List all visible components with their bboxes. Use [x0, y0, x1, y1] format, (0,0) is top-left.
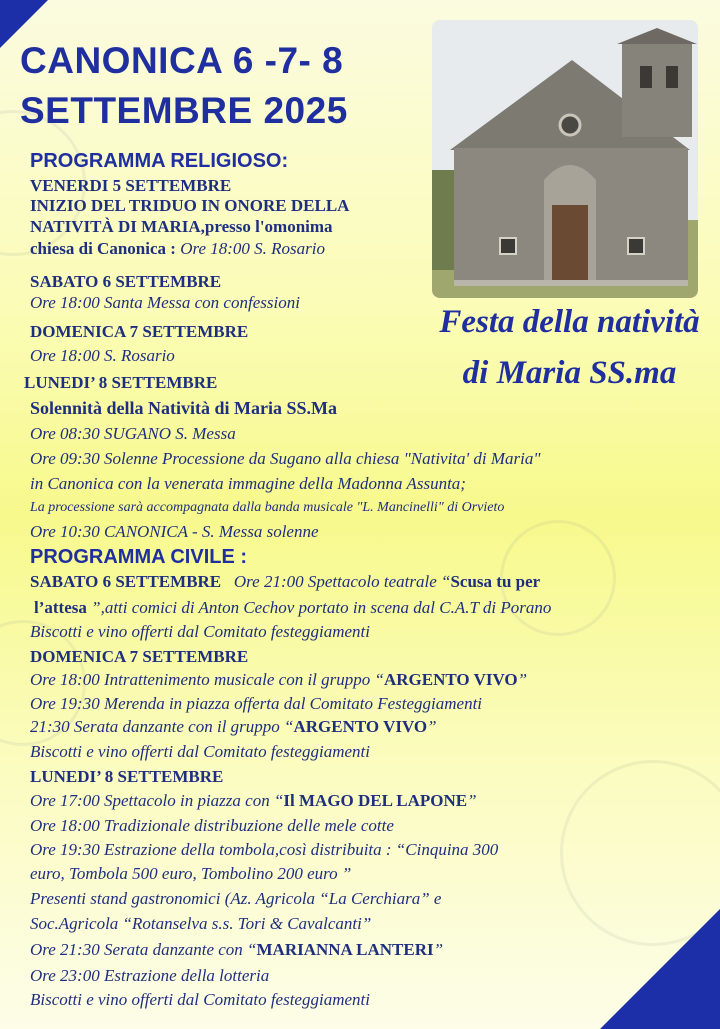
lunedi-civile-text: ” [467, 791, 477, 810]
church-photo [432, 20, 698, 298]
poster-title-line2: SETTEMBRE 2025 [20, 90, 348, 131]
corner-triangle [600, 909, 720, 1029]
domenica-civile-text: ” [427, 717, 437, 736]
lunedi-civile-line [30, 791, 477, 811]
venerdi-church: chiesa di Canonica : [30, 239, 181, 258]
sabato-religioso-line: Ore 18:00 Santa Messa con confessioni [30, 293, 300, 312]
domenica-civile-line [30, 717, 437, 737]
sabato-civile-line [30, 572, 540, 592]
domenica-civile-text: 21:30 Serata danzante con il gruppo “ [30, 717, 294, 736]
lunedi-civile-singer: MARIANNA LANTERI [256, 940, 434, 959]
lunedi-religioso-line: Ore 10:30 CANONICA - S. Messa solenne [30, 522, 319, 541]
domenica-civile-band: ARGENTO VIVO [293, 717, 428, 736]
lunedi-civile-line: euro, Tombola 500 euro, Tombolino 200 euro ” [30, 864, 352, 883]
caption-line1: Festa della natività [439, 304, 700, 340]
sabato-civile-line: Biscotti e vino offerti dal Comitato festeggiamenti [30, 622, 370, 641]
lunedi-civile-line: Soc.Agricola “Rotanselva s.s. Tori & Cavalcanti” [30, 914, 372, 933]
sabato-civile-line [34, 598, 551, 618]
sabato-religioso-title: SABATO 6 SETTEMBRE [30, 272, 222, 291]
lunedi-civile-title: LUNEDI’ 8 SETTEMBRE [30, 767, 224, 786]
domenica-civile-line: Ore 19:30 Merenda in piazza offerta dal Comitato Festeggiamenti [30, 694, 483, 713]
venerdi-text: INIZIO DEL TRIDUO IN ONORE DELLA [30, 196, 350, 215]
lunedi-religioso-line: Ore 09:30 Solenne Processione da Sugano alla chiesa "Nativita' di Maria" [30, 449, 541, 468]
lunedi-civile-line: Presenti stand gastronomici (Az. Agricola “La Cerchiara” e [30, 889, 442, 908]
domenica-civile-band: ARGENTO VIVO [383, 670, 518, 689]
church-icon [432, 20, 698, 298]
domenica-religioso-title: DOMENICA 7 SETTEMBRE [30, 322, 249, 341]
domenica-civile-title: DOMENICA 7 SETTEMBRE [30, 647, 249, 666]
lunedi-civile-text: Ore 21:30 Serata danzante con “ [30, 940, 257, 959]
domenica-civile-line [30, 670, 527, 690]
lunedi-religioso-line: La processione sarà accompagnata dalla banda musicale "L. Mancinelli" di Orvieto [30, 500, 505, 515]
civile-heading: PROGRAMMA CIVILE : [30, 546, 248, 568]
sabato-civile-show: Scusa tu per [450, 572, 541, 591]
sabato-civile-text: Ore 21:00 Spettacolo teatrale “ [233, 572, 451, 591]
domenica-religioso-line: Ore 18:00 S. Rosario [30, 346, 175, 365]
lunedi-civile-text: ” [433, 940, 444, 959]
lunedi-civile-line: Ore 19:30 Estrazione della tombola,così distribuita : “Cinquina 300 [30, 840, 499, 859]
religioso-heading: PROGRAMMA RELIGIOSO: [30, 150, 289, 172]
domenica-civile-text: Ore 18:00 Intrattenimento musicale con il gruppo “ [30, 670, 384, 689]
domenica-civile-line: Biscotti e vino offerti dal Comitato festeggiamenti [30, 742, 370, 761]
lunedi-civile-show: Il MAGO DEL LAPONE [283, 791, 468, 810]
lunedi-civile-line: Biscotti e vino offerti dal Comitato festeggiamenti [30, 990, 370, 1009]
lunedi-civile-line [30, 940, 443, 960]
domenica-civile-text: ” [517, 670, 528, 689]
lunedi-civile-line: Ore 18:00 Tradizionale distribuzione delle mele cotte [30, 816, 394, 835]
lunedi-religioso-subtitle: Solennità della Natività di Maria SS.Ma [30, 398, 338, 418]
venerdi-text: NATIVITÀ DI MARIA,presso l'omonima [30, 217, 333, 236]
caption-line2: di Maria SS.ma [462, 355, 677, 391]
poster-title-line1: CANONICA 6 -7- 8 [20, 40, 344, 81]
lunedi-civile-text: Ore 17:00 Spettacolo in piazza con “ [30, 791, 284, 810]
lunedi-religioso-line: in Canonica con la venerata immagine della Madonna Assunta; [30, 474, 466, 493]
sabato-civile-show: l’attesa [34, 598, 87, 617]
lunedi-religioso-line: Ore 08:30 SUGANO S. Messa [30, 424, 236, 443]
lunedi-civile-line: Ore 23:00 Estrazione della lotteria [30, 966, 270, 985]
sabato-civile-title: SABATO 6 SETTEMBRE [30, 572, 222, 591]
lunedi-religioso-title: LUNEDI’ 8 SETTEMBRE [24, 373, 218, 392]
venerdi-title: VENERDI 5 SETTEMBRE [30, 176, 232, 195]
sabato-civile-text: ”,atti comici di Anton Cechov portato in scena dal C.A.T di Porano [86, 598, 552, 617]
venerdi-text [30, 239, 325, 259]
venerdi-time: Ore 18:00 S. Rosario [180, 239, 325, 258]
